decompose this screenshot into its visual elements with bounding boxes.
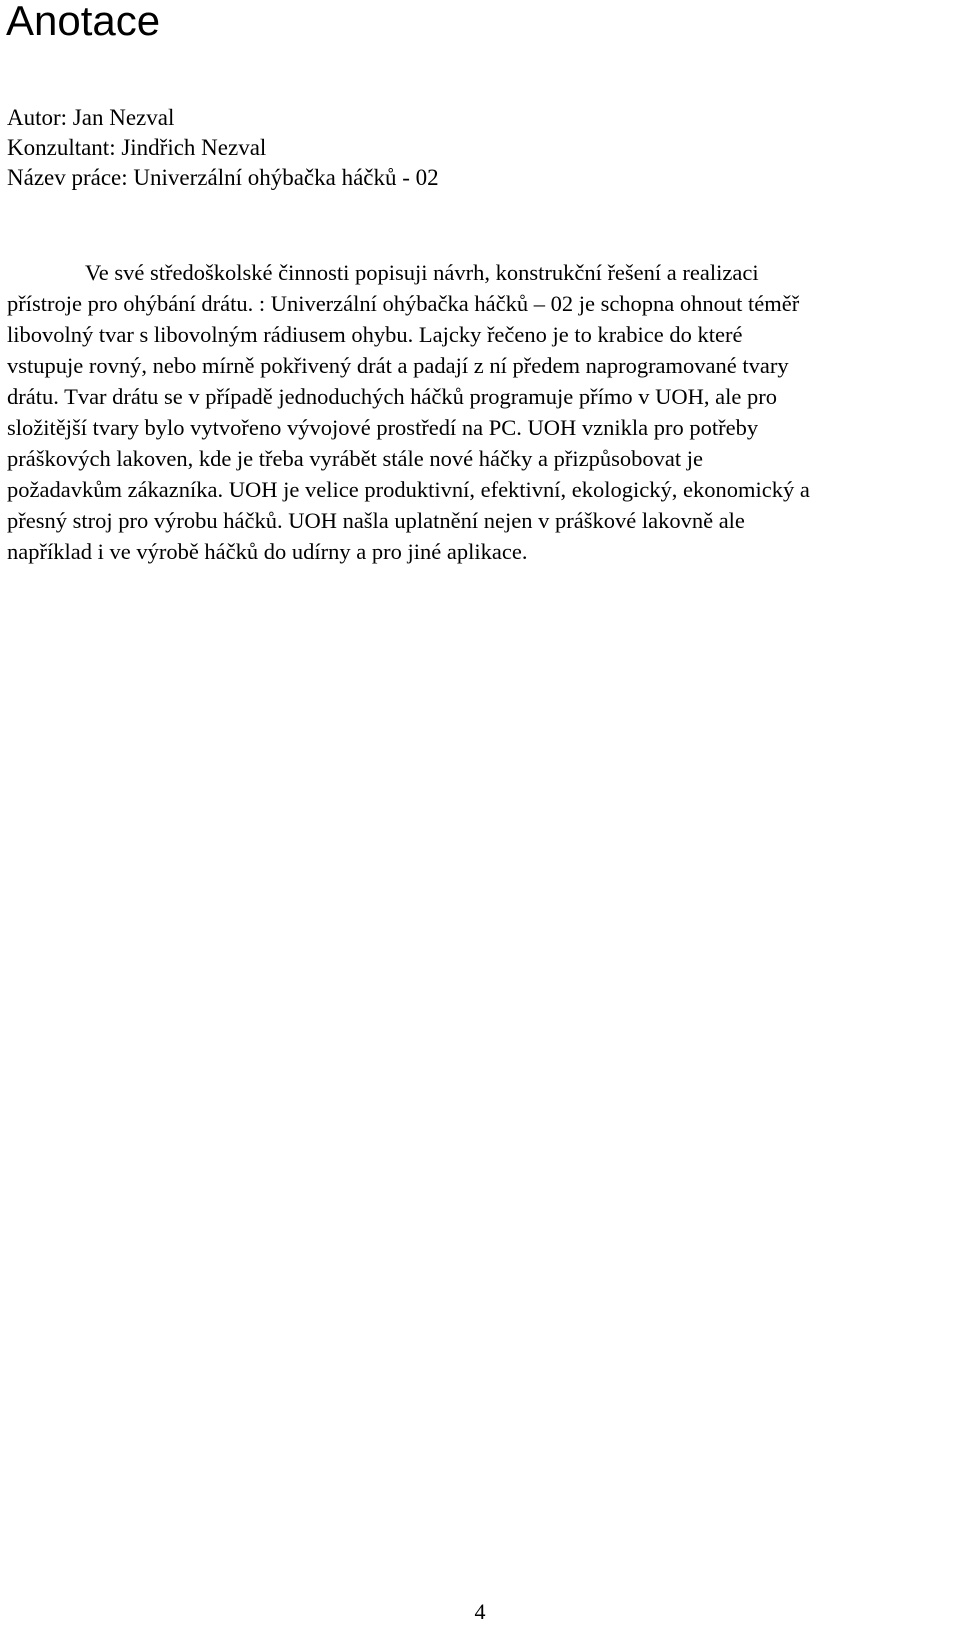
abstract-line: libovolný tvar s libovolným rádiusem ohybu. Lajcky řečeno je to krabice do které [7,322,743,347]
work-title-line: Název práce: Univerzální ohýbačka háčků - 02 [7,165,439,190]
abstract-line: drátu. Tvar drátu se v případě jednoduchých háčků programuje přímo v UOH, ale pro [7,384,777,409]
abstract-line: práškových lakoven, kde je třeba vyrábět stále nové háčky a přizpůsobovat je [7,446,703,471]
abstract-line: přesný stroj pro výrobu háčků. UOH našla uplatnění nejen v práškové lakovně ale [7,508,745,533]
abstract-line: například i ve výrobě háčků do udírny a pro jiné aplikace. [7,539,528,564]
author-line: Autor: Jan Nezval [7,105,175,130]
abstract-paragraph [7,257,810,567]
consultant-line: Konzultant: Jindřich Nezval [7,135,267,160]
abstract-line: složitější tvary bylo vytvořeno vývojové prostředí na PC. UOH vznikla pro potřeby [7,415,759,440]
abstract-line: Ve své středoškolské činnosti popisuji návrh, konstrukční řešení a realizaci [85,260,759,285]
page-title: Anotace [6,0,161,44]
abstract-line: přístroje pro ohýbání drátu. : Univerzální ohýbačka háčků – 02 je schopna ohnout téměř [7,291,800,316]
abstract-line: vstupuje rovný, nebo mírně pokřivený drát a padají z ní předem naprogramované tvary [7,353,789,378]
document-metadata [7,103,439,193]
page-number: 4 [474,1599,486,1624]
abstract-line: požadavkům zákazníka. UOH je velice produktivní, efektivní, ekologický, ekonomický a [7,477,810,502]
